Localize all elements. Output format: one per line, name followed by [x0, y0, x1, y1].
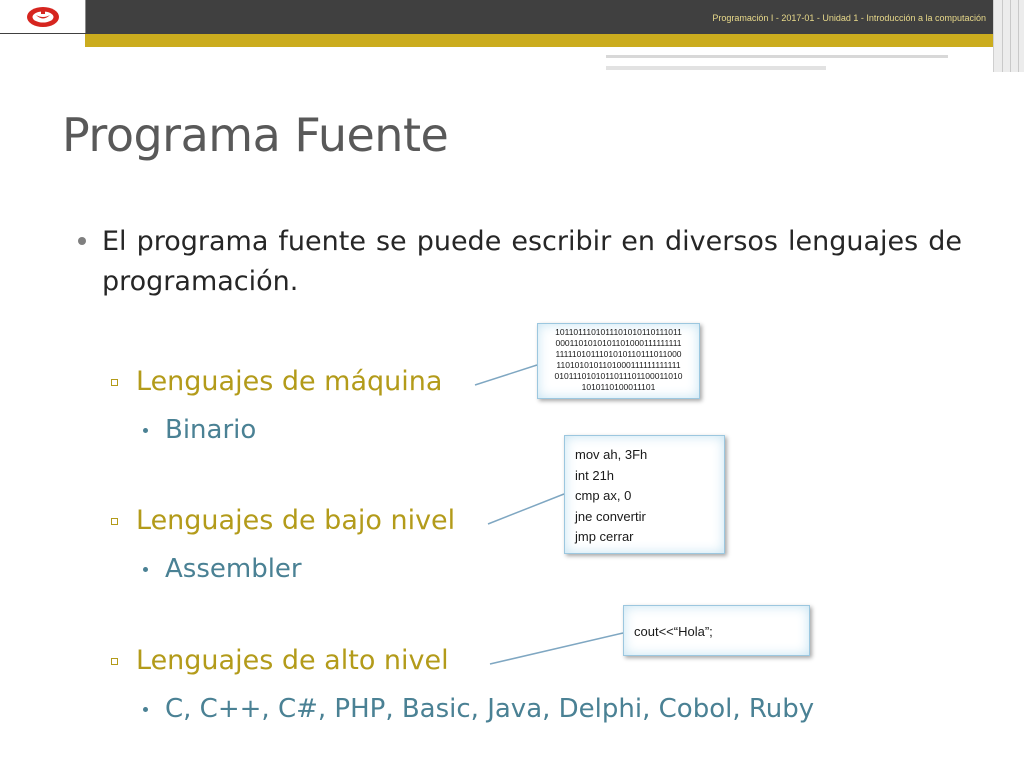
- binary-line: 1111101011101010110111011000: [555, 349, 682, 359]
- asm-line: cmp ax, 0: [575, 488, 632, 503]
- asm-line: int 21h: [575, 467, 615, 483]
- subitem-label: Assembler: [165, 554, 302, 584]
- binary-line: 0101110101011011101100011010: [554, 371, 683, 381]
- section-label: Lenguajes de máquina: [136, 366, 443, 397]
- slide-title: Programa Fuente: [62, 108, 449, 162]
- assembler-code-callout: [564, 435, 725, 554]
- binary-line: 1010110100011101: [581, 382, 656, 392]
- connector-line: [488, 494, 564, 524]
- breadcrumb: Programación I - 2017-01 - Unidad 1 - Introducción a la computación: [712, 13, 986, 23]
- binary-line: 0001101010101101000111111111: [555, 338, 682, 348]
- connector-line: [475, 365, 537, 385]
- code-line: cout<<“Hola”;: [634, 624, 713, 639]
- asm-line: jne convertir: [575, 508, 646, 524]
- subitem-label: C, C++, C#, PHP, Basic, Java, Delphi, Cobol, Ruby: [165, 694, 815, 724]
- section-label: Lenguajes de bajo nivel: [136, 505, 456, 536]
- main-bullet-text: El programa fuente se puede escribir en diversos lenguajes de programación.: [102, 226, 962, 297]
- binary-line: 1011011101011101010110111011: [555, 327, 682, 337]
- high-level-code-callout: [623, 605, 810, 656]
- subitem-label: Binario: [165, 415, 257, 445]
- binary-line: 1101010101101000111111111111: [556, 360, 681, 370]
- section-label: Lenguajes de alto nivel: [136, 645, 449, 676]
- asm-line: mov ah, 3Fh: [575, 447, 648, 462]
- binary-code-callout: [537, 323, 700, 399]
- asm-line: jmp cerrar: [575, 529, 634, 544]
- connector-line: [490, 633, 623, 664]
